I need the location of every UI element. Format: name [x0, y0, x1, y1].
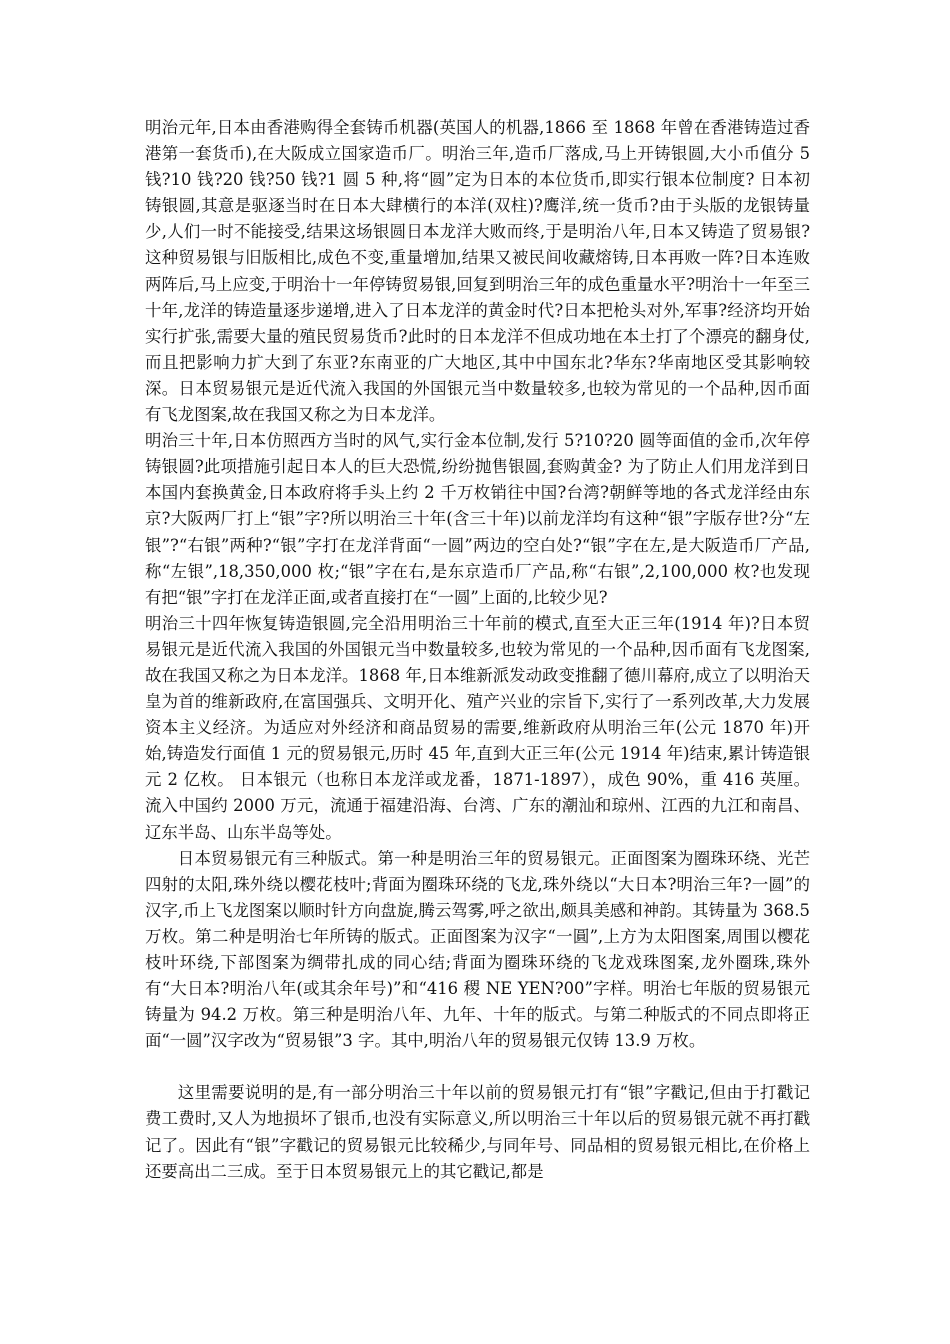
paragraph-three-versions: 日本贸易银元有三种版式。第一种是明治三年的贸易银元。正面图案为圈珠环绕、光芒四射的太阳,珠外绕以樱花枝叶;背面为圈珠环绕的飞龙,珠外绕以“大日本?明治三年?一圆”的汉字,币上飞龙图案以顺时针方向盘旋,腾云驾雾,呼之欲出,颇具美感和神韵。其铸量为 368.5 万枚。第二种是明治七年所铸的版式。正面图案为汉字“一圓”,上方为太阳图案,周围以樱花枝叶环绕,下部图案为绸带扎成的同心结;背面为圈珠环绕的飞龙戏珠图案,龙外圈珠,珠外有“大日本?明治八年(或其余年号)”和“416 稷 NE YEN?00”字样。明治七年版的贸易银元铸量为 94.2 万枚。第三种是明治八年、九年、十年的版式。与第二种版式的不同点即将正面“一圆”汉字改为“贸易银”3 字。其中,明治八年的贸易银元仅铸 13.9 万枚。	[145, 848, 810, 1051]
paragraph-spacer	[145, 1054, 810, 1080]
document-page	[145, 115, 810, 1185]
paragraph-meiji-thirty-year: 明治三十年,日本仿照西方当时的风气,实行金本位制,发行 5?10?20 圆等面值的金币,次年停铸银圆?此项措施引起日本人的巨大恐慌,纷纷抛售银圆,套购黄金? 为了防止人们用龙洋到日本国内套换黄金,日本政府将手头上约 2 千万枚销往中国?台湾?朝鲜等地的各式龙洋经由东京?大阪两厂打上“银”字?所以明治三十年(含三十年)以前龙洋均有这种“银”字版存世?分“左银”?“右银”两种?“银”字打在龙洋背面“一圆”两边的空白处?“银”字在左,是大阪造币厂产品,称“左银”,18,350,000 枚;“银”字在右,是东京造币厂产品,称“右银”,2,100,000 枚?也发现有把“银”字打在龙洋正面,或者直接打在“一圆”上面的,比较少见?	[145, 431, 810, 607]
paragraph-meiji-first-year: 明治元年,日本由香港购得全套铸币机器(英国人的机器,1866 至 1868 年曾在香港铸造过香港第一套货币),在大阪成立国家造币厂。明治三年,造币厂落成,马上开铸银圆,大小币值分 5 钱?10 钱?20 钱?50 钱?1 圆 5 种,将“圆”定为日本的本位货币,即实行银本位制度? 日本初铸银圆,其意是驱逐当时在日本大肆横行的本洋(双柱)?鹰洋,统一货币?由于头版的龙银铸量少,人们一时不能接受,结果这场银圆日本龙洋大败而终,于是明治八年,日本又铸造了贸易银?这种贸易银与旧版相比,成色不变,重量增加,结果又被民间收藏熔铸,日本再败一阵?日本连败两阵后,马上应变,于明治十一年停铸贸易银,回复到明治三年的成色重量水平?明治十一年至三十年,龙洋的铸造量逐步递增,进入了日本龙洋的黄金时代?日本把枪头对外,军事?经济均开始实行扩张,需要大量的殖民贸易货币?此时的日本龙洋不但成功地在本土打了个漂亮的翻身仗,而且把影响力扩大到了东亚?东南亚的广大地区,其中中国东北?华东?华南地区受其影响较深。日本贸易银元是近代流入我国的外国银元当中数量较多,也较为常见的一个品种,因币面有飞龙图案,故在我国又称之为日本龙洋。	[145, 118, 810, 425]
paragraph-meiji-thirty-four-year: 明治三十四年恢复铸造银圆,完全沿用明治三十年前的模式,直至大正三年(1914 年)?日本贸易银元是近代流入我国的外国银元当中数量较多,也较为常见的一个品种,因币面有飞龙图案,故在我国又称之为日本龙洋。1868 年,日本维新派发动政变推翻了德川幕府,成立了以明治天皇为首的维新政府,在富国强兵、文明开化、殖产兴业的宗旨下,实行了一系列改革,大力发展资本主义经济。为适应对外经济和商品贸易的需要,维新政府从明治三年(公元 1870 年)开始,铸造发行面值 1 元的贸易银元,历时 45 年,直到大正三年(公元 1914 年)结束,累计铸造银元 2 亿枚。 日本银元（也称日本龙洋或龙番，1871-1897），成色 90%，重 416 英厘。流入中国约 2000 万元，流通于福建沿海、台湾、广东的潮汕和琼州、江西的九江和南昌、辽东半岛、山东半岛等处。	[145, 613, 810, 842]
paragraph-chop-marks: 这里需要说明的是,有一部分明治三十年以前的贸易银元打有“银”字戳记,但由于打戳记费工费时,又人为地损坏了银币,也没有实际意义,所以明治三十年以后的贸易银元就不再打戳记了。因此有“银”字戳记的贸易银元比较稀少,与同年号、同品相的贸易银元相比,在价格上还要高出二三成。至于日本贸易银元上的其它戳记,都是	[145, 1083, 810, 1181]
